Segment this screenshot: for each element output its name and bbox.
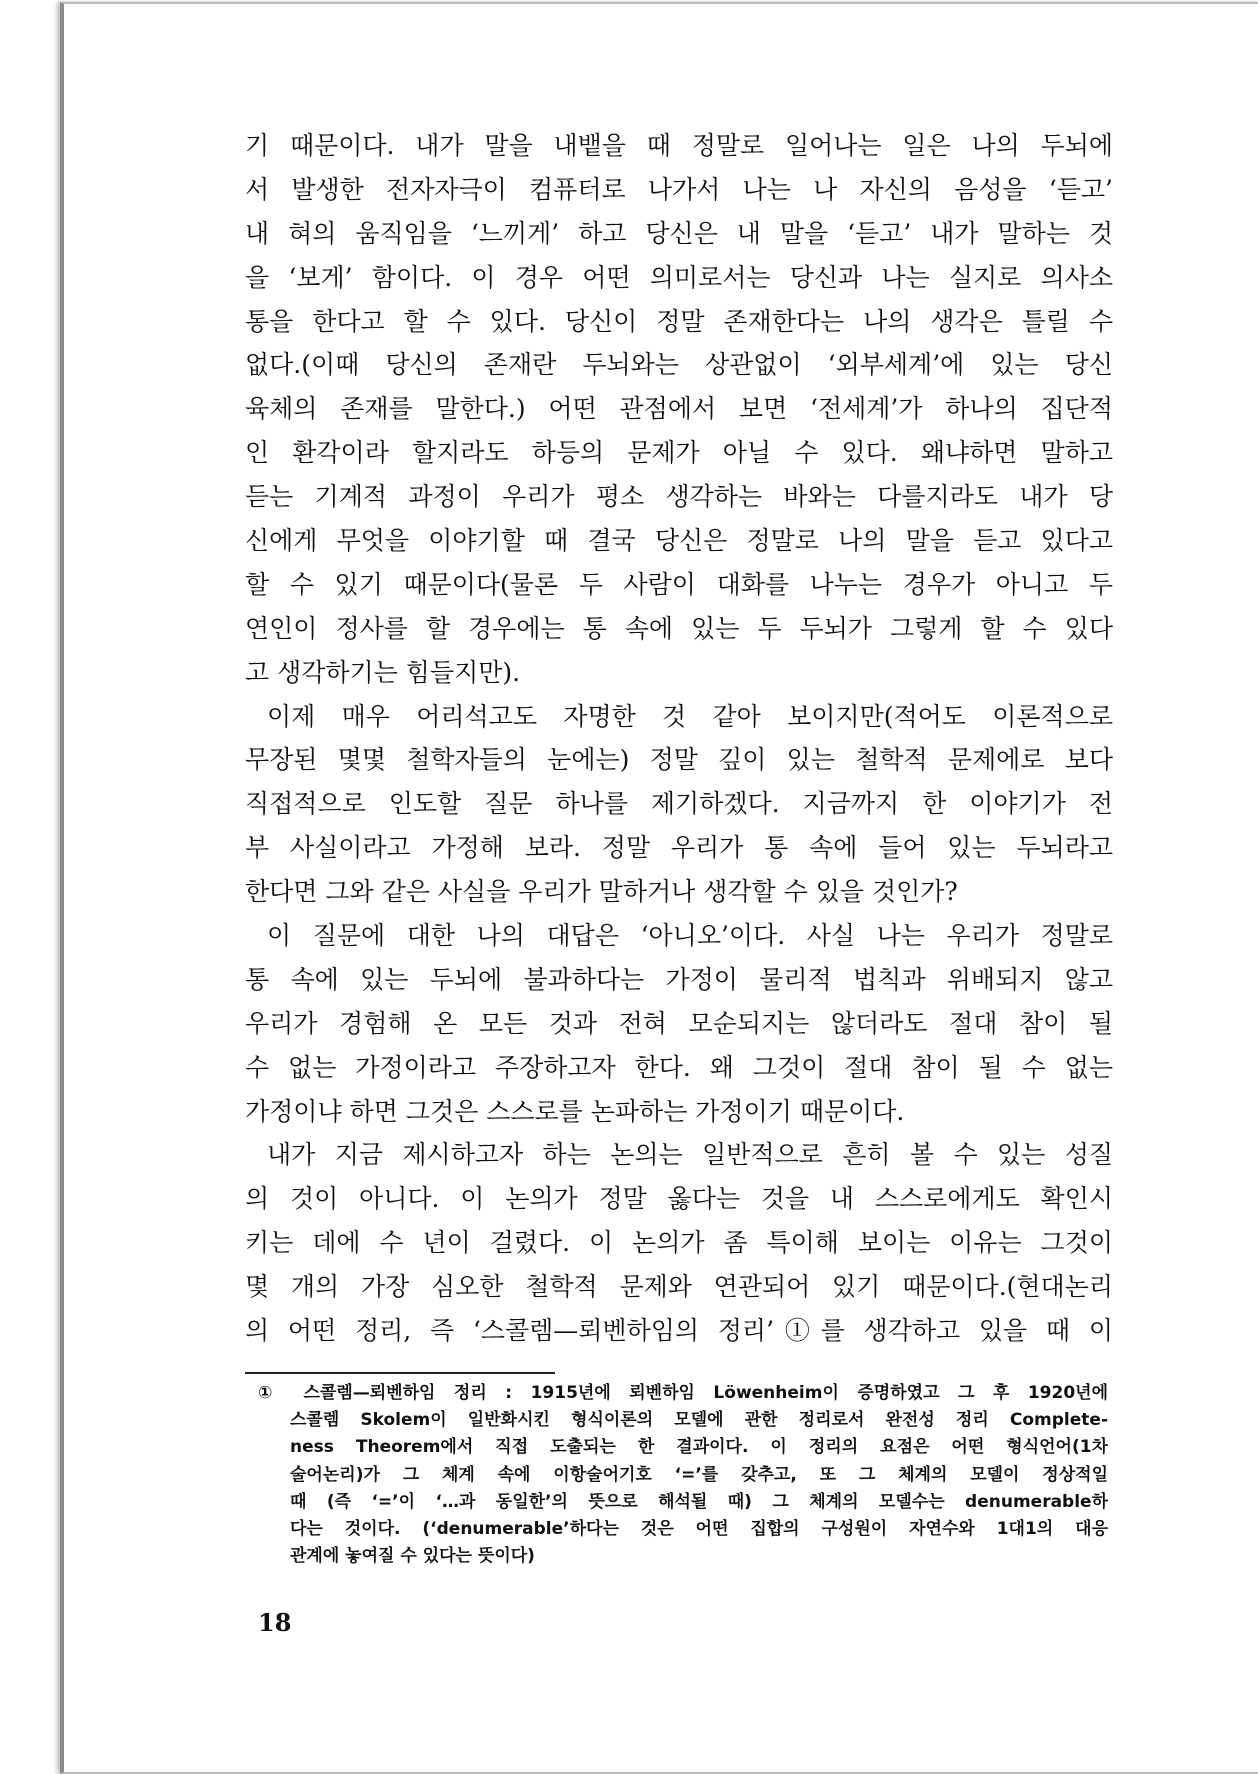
text-line: 무장된 몇몇 철학자들의 눈에는) 정말 깊이 있는 철학적 문제에로 보다 <box>245 745 1113 775</box>
footnote-line: 다는 것이다. (‘denumerable’하다는 것은 어떤 집합의 구성원이 자연수와 1대1의 대응 <box>290 1518 1108 1539</box>
page-number: 18 <box>258 1608 292 1637</box>
footnote-line: 때 (즉 ‘=’이 ‘…과 동일한’의 뜻으로 해석될 때) 그 체계의 모델수는 denumerable하 <box>290 1491 1108 1512</box>
text-line: 신에게 무엇을 이야기할 때 결국 당신은 정말로 나의 말을 듣고 있다고 <box>245 526 1113 556</box>
text-line: 듣는 기계적 과정이 우리가 평소 생각하는 바와는 다를지라도 내가 당 <box>245 482 1113 512</box>
text-line: 몇 개의 가장 심오한 철학적 문제와 연관되어 있기 때문이다.(현대논리 <box>245 1272 1113 1302</box>
text-line: 육체의 존재를 말한다.) 어떤 관점에서 보면 ‘전세계’가 하나의 집단적 <box>245 394 1113 424</box>
paragraph-start-line: 내가 지금 제시하고자 하는 논의는 일반적으로 흔히 볼 수 있는 성질 <box>267 1140 1113 1170</box>
paragraph-start-line: 이 질문에 대한 나의 대답은 ‘아니오’이다. 사실 나는 우리가 정말로 <box>267 921 1113 951</box>
footnote-line: 관계에 놓여질 수 있다는 뜻이다) <box>290 1546 535 1567</box>
footnote-divider <box>245 1372 555 1374</box>
paragraph-start-line: 이제 매우 어리석고도 자명한 것 같아 보이지만(적어도 이론적으로 <box>267 701 1113 731</box>
text-line: 가정이냐 하면 그것은 스스로를 논파하는 가정이기 때문이다. <box>245 1096 905 1126</box>
footnote-line: 술어논리)가 그 체계 속에 이항술어기호 ‘=’를 갖추고, 또 그 체계의 모델이 정상적일 <box>290 1464 1108 1485</box>
text-line: 키는 데에 수 년이 걸렸다. 이 논의가 좀 특이해 보이는 이유는 그것이 <box>245 1228 1113 1258</box>
text-line: 기 때문이다. 내가 말을 내뱉을 때 정말로 일어나는 일은 나의 두뇌에 <box>245 131 1113 160</box>
text-line: 통 속에 있는 두뇌에 불과하다는 가정이 물리적 법칙과 위배되지 않고 <box>245 964 1113 994</box>
text-line: 통을 한다고 할 수 있다. 당신이 정말 존재한다는 나의 생각은 틀릴 수 <box>245 306 1113 336</box>
text-line: 부 사실이라고 가정해 보라. 정말 우리가 통 속에 들어 있는 두뇌라고 <box>245 833 1113 863</box>
footnote-line: ① 스콜렘—뢰벤하임 정리 : 1915년에 뢰벤하임 Löwenheim이 증명하였고 그 후 1920년에 <box>258 1383 1108 1403</box>
text-line: 의 것이 아니다. 이 논의가 정말 옳다는 것을 내 스스로에게도 확인시 <box>245 1184 1113 1214</box>
text-line: 의 어떤 정리, 즉 ‘스콜렘—뢰벤하임의 정리’①를 생각하고 있을 때 이 <box>245 1316 1113 1346</box>
text-line: 할 수 있기 때문이다(물론 두 사람이 대화를 나누는 경우가 아니고 두 <box>245 569 1113 599</box>
text-line: 없다.(이때 당신의 존재란 두뇌와는 상관없이 ‘외부세계’에 있는 당신 <box>245 350 1113 380</box>
text-line: 한다면 그와 같은 사실을 우리가 말하거나 생각할 수 있을 것인가? <box>245 877 958 907</box>
text-line: 우리가 경험해 온 모든 것과 전혀 모순되지는 않더라도 절대 참이 될 <box>245 1008 1113 1038</box>
footnote-line: 스콜렘 Skolem이 일반화시킨 형식이론의 모델에 관한 정리로서 완전성 정리 Complete- <box>290 1410 1108 1431</box>
text-line: 인 환각이라 할지라도 하등의 문제가 아닐 수 있다. 왜냐하면 말하고 <box>245 438 1113 468</box>
footnote-line: ness Theorem에서 직접 도출되는 한 결과이다. 이 정리의 요점은 어떤 형식언어(1차 <box>290 1437 1108 1458</box>
text-line: 을 ‘보게’ 함이다. 이 경우 어떤 의미로서는 당신과 나는 실지로 의사소 <box>245 262 1113 292</box>
text-line: 내 혀의 움직임을 ‘느끼게’ 하고 당신은 내 말을 ‘듣고’ 내가 말하는 것 <box>245 218 1113 248</box>
text-line: 고 생각하기는 힘들지만). <box>245 657 521 687</box>
text-line: 서 발생한 전자자극이 컴퓨터로 나가서 나는 나 자신의 음성을 ‘듣고’ <box>245 174 1113 204</box>
text-line: 연인이 정사를 할 경우에는 통 속에 있는 두 두뇌가 그렇게 할 수 있다 <box>245 613 1113 643</box>
text-line: 직접적으로 인도할 질문 하나를 제기하겠다. 지금까지 한 이야기가 전 <box>245 789 1113 819</box>
footnote <box>258 1380 1108 1570</box>
body-text <box>245 124 1113 1353</box>
text-line: 수 없는 가정이라고 주장하고자 한다. 왜 그것이 절대 참이 될 수 없는 <box>245 1052 1113 1082</box>
